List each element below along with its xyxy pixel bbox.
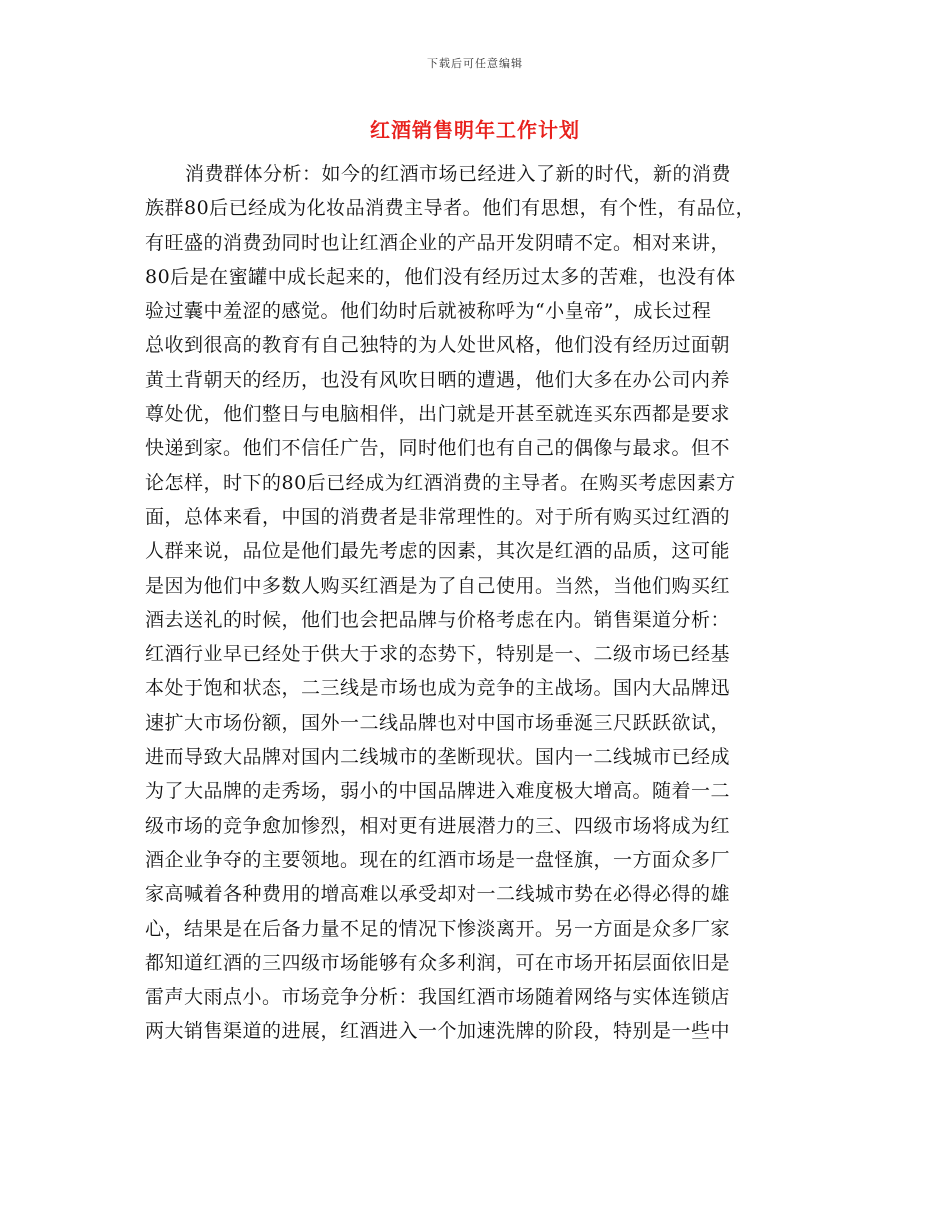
body-line: 为了大品牌的走秀场，弱小的中国品牌进入难度极大增高。随着一二 — [145, 780, 731, 803]
body-line: 族群80后已经成为化妆品消费主导者。他们有思想，有个性，有品位， — [145, 197, 756, 220]
body-line: 人群来说，品位是他们最先考虑的因素，其次是红酒的品质，这可能 — [145, 540, 731, 563]
body-line: 有旺盛的消费劲同时也让红酒企业的产品开发阴晴不定。相对来讲， — [145, 231, 731, 254]
body-line: 都知道红酒的三四级市场能够有众多利润，可在市场开拓层面依旧是 — [145, 951, 731, 974]
body-line: 酒去送礼的时候，他们也会把品牌与价格考虑在内。销售渠道分析： — [145, 608, 731, 631]
body-line: 总收到很高的教育有自己独特的为人处世风格，他们没有经历过面朝 — [145, 334, 731, 357]
body-line: 家高喊着各种费用的增高难以承受却对一二线城市势在必得必得的雄 — [145, 883, 731, 906]
body-line: 80后是在蜜罐中成长起来的，他们没有经历过太多的苦难，也没有体 — [145, 265, 736, 288]
body-line: 心，结果是在后备力量不足的情况下惨淡离开。另一方面是众多厂家 — [145, 917, 731, 940]
body-line: 酒企业争夺的主要领地。现在的红酒市场是一盘怪旗，一方面众多厂 — [145, 848, 731, 871]
body-line: 两大销售渠道的进展，红酒进入一个加速洗牌的阶段，特别是一些中 — [145, 1020, 731, 1043]
body-line: 本处于饱和状态，二三线是市场也成为竞争的主战场。国内大品牌迅 — [145, 677, 731, 700]
header-note: 下载后可任意编辑 — [427, 57, 523, 70]
body-line: 面，总体来看，中国的消费者是非常理性的。对于所有购买过红酒的 — [145, 505, 731, 528]
body-line: 速扩大市场份额，国外一二线品牌也对中国市场垂涎三尺跃跃欲试， — [145, 711, 731, 734]
body-line: 是因为他们中多数人购买红酒是为了自己使用。当然，当他们购买红 — [145, 574, 731, 597]
body-line: 验过囊中羞涩的感觉。他们幼时后就被称呼为“小皇帝”，成长过程 — [145, 300, 712, 323]
body-line: 进而导致大品牌对国内二线城市的垄断现状。国内一二线城市已经成 — [145, 746, 731, 769]
body-line: 级市场的竞争愈加惨烈，相对更有进展潜力的三、四级市场将成为红 — [145, 814, 731, 837]
body-line: 消费群体分析：如今的红酒市场已经进入了新的时代，新的消费 — [185, 163, 732, 185]
body-line: 红酒行业早已经处于供大于求的态势下，特别是一、二级市场已经基 — [145, 643, 731, 666]
body-line: 论怎样，时下的80后已经成为红酒消费的主导者。在购买考虑因素方 — [145, 471, 736, 494]
body-line: 黄土背朝天的经历，也没有风吹日晒的遭遇，他们大多在办公司内养 — [145, 368, 731, 391]
body-line: 尊处优，他们整日与电脑相伴，出门就是开甚至就连买东西都是要求 — [145, 403, 731, 426]
body-line: 雷声大雨点小。市场竞争分析：我国红酒市场随着网络与实体连锁店 — [145, 986, 731, 1009]
document-body — [145, 157, 805, 1049]
document-title: 红酒销售明年工作计划 — [370, 118, 580, 142]
body-line: 快递到家。他们不信任广告，同时他们也有自己的偶像与最求。但不 — [145, 437, 731, 460]
